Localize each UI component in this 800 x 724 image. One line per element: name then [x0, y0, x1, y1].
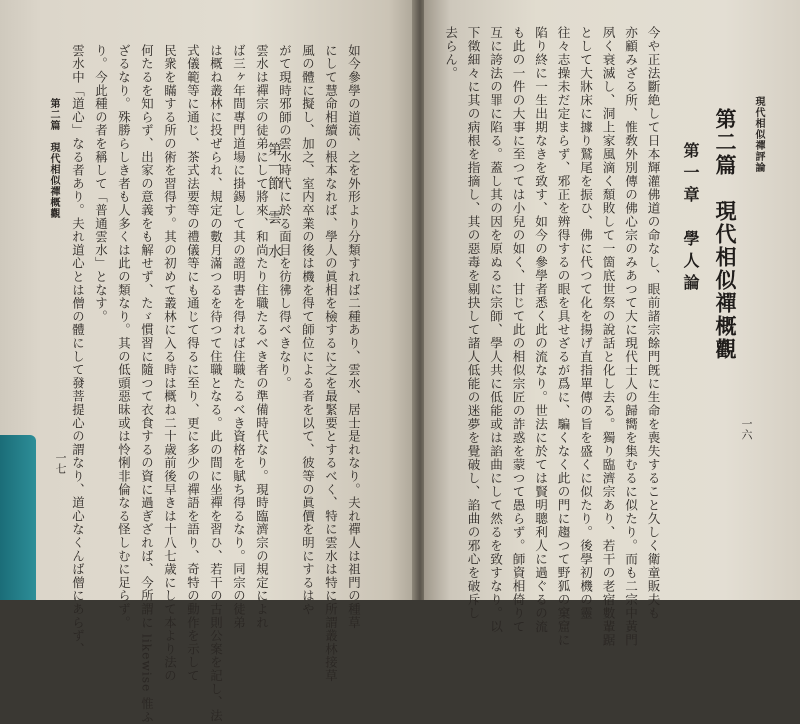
text-column: 何たるを知らず、出家の意義をも解せず、たゞ慣習に隨つて衣食するの資に過ぎざれば、今所謂に likewise 惟ふ [139, 44, 155, 724]
teal-object [0, 435, 36, 600]
text-column: ば三ヶ年間專門道場に掛錫して其の證明書を得れば住職たるべき資格を賦ち得るなり。同宗の徒弟 [231, 44, 247, 630]
page-number-left: 一七 [54, 452, 67, 474]
text-column: も此の一件の大事に至つては小兒の如く、甘じて此の相似宗匠の詐惑を蒙つて愚らず。師資相倚りて [510, 26, 526, 634]
text-column: がて現時邪師の雲水時代に於る面目を彷彿し得べきなり。 [277, 44, 293, 390]
text-column: 夙く衰滅し、洞上家風滴く頹敗して一箇底世祭の說話と化し去る。獨り臨濟宗あり、若干の老宿數輩踞 [600, 26, 616, 647]
text-column: 雲水中「道心」なる者あり。夫れ道心とは僧の體にして發菩提心の謂なり、道心なくんば僧にあらず、 [70, 44, 86, 656]
text-column: 下徵細々に其の病根を指摘し、其の惡毒を剔抉して諸人低能の迷夢を覺破し、諂曲の邪心を破斥し [465, 26, 481, 620]
part-title: 第二篇 現代相似禪概觀 [713, 108, 738, 361]
running-head-left: 第二篇 現代相似禪概觀 [48, 98, 59, 219]
text-column: 陷り終に一生出期なきを致す、如今の參學者悉く此の流なり。世法に於ては賢明聰利人に過ぐるの流 [533, 26, 549, 634]
text-column: 風の體に擬し、加之、室内卒業の後は機を得て師位による者を以て、彼等の眞價を明にするはや [300, 44, 316, 616]
chapter-title: 第一章 學人論 [681, 142, 700, 296]
text-column: 亦顧みざる所、惟敎外別傳の佛心宗のみあつて大に現代士人の歸嚮を集むるに似たり。而も二宗中黃門 [623, 26, 639, 647]
text-column: り。今此種の者を稱して「普通雲水」となす。 [93, 44, 109, 324]
text-column: 往々志操未だ定まらず、邪正を辨得するの眼を具せざるが爲に、騙くなく此の門に趨つて野狐の窠窟に [555, 26, 571, 647]
page-number-right: 一六 [740, 418, 753, 440]
text-column: として大牀床に據り鷲尾を振ひ、佛に代つて化を揚げ直指單傳の旨を盛くに似たり。後學初機の靈 [578, 26, 594, 620]
text-column: 互に誇法の罪に陷る。蓋し其の因を原ぬるに宗師、學人共に低能或は諂曲にして然るを致すなり。以 [488, 26, 504, 634]
running-head-right: 現代相似禪評論 [753, 96, 764, 173]
text-column: ざるなり。殊勝らしき者も人多くは此の類なり。其の低頭惡昧或は怜悧非倫なる怪しむに足らず。 [116, 44, 132, 630]
section-title: 第一節 雲 水 [266, 142, 282, 261]
text-column: 民衆を瞞する所の術を習得す。其の初めて叢林に入る時は概ね二十歳前後早きは十八七歳にして本より法の [162, 44, 178, 683]
text-column: 雲水は禪宗の徒弟にして將來、和尚たり住職たるべき者の準備時代なり。現時臨濟宗の規定によれ [254, 44, 270, 630]
text-column: 去らん。 [443, 26, 459, 80]
right-page [424, 0, 800, 647]
text-column: 式儀範等に通じ、茶式法要等の禮儀等にも通じて得るに至り、更に多少の禪語を語り、奇特の動作を示して [185, 44, 201, 683]
text-column: 今や正法斷絶して日本輝灌佛道の命なし、眼前諸宗餘門旣に生命を喪失すること久しく衛童販夫も [645, 26, 661, 620]
text-column: は概ね叢林に投ぜられ、規定の數月滿つるを待つて住職となる。此の間に坐禪を習ひ、若干の古則公案を記し、法 [208, 44, 224, 723]
text-column: にして慧命相續の根本なれば、學人の眞相を檢するに之を最緊要とするべく、特に雲水は特に所謂叢林接草 [323, 44, 339, 683]
text-column: 如今參學の道流、之を外形より分類すれば二種あり、雲水、居士是れなり。夫れ禪人は祖門の種草 [346, 44, 362, 630]
